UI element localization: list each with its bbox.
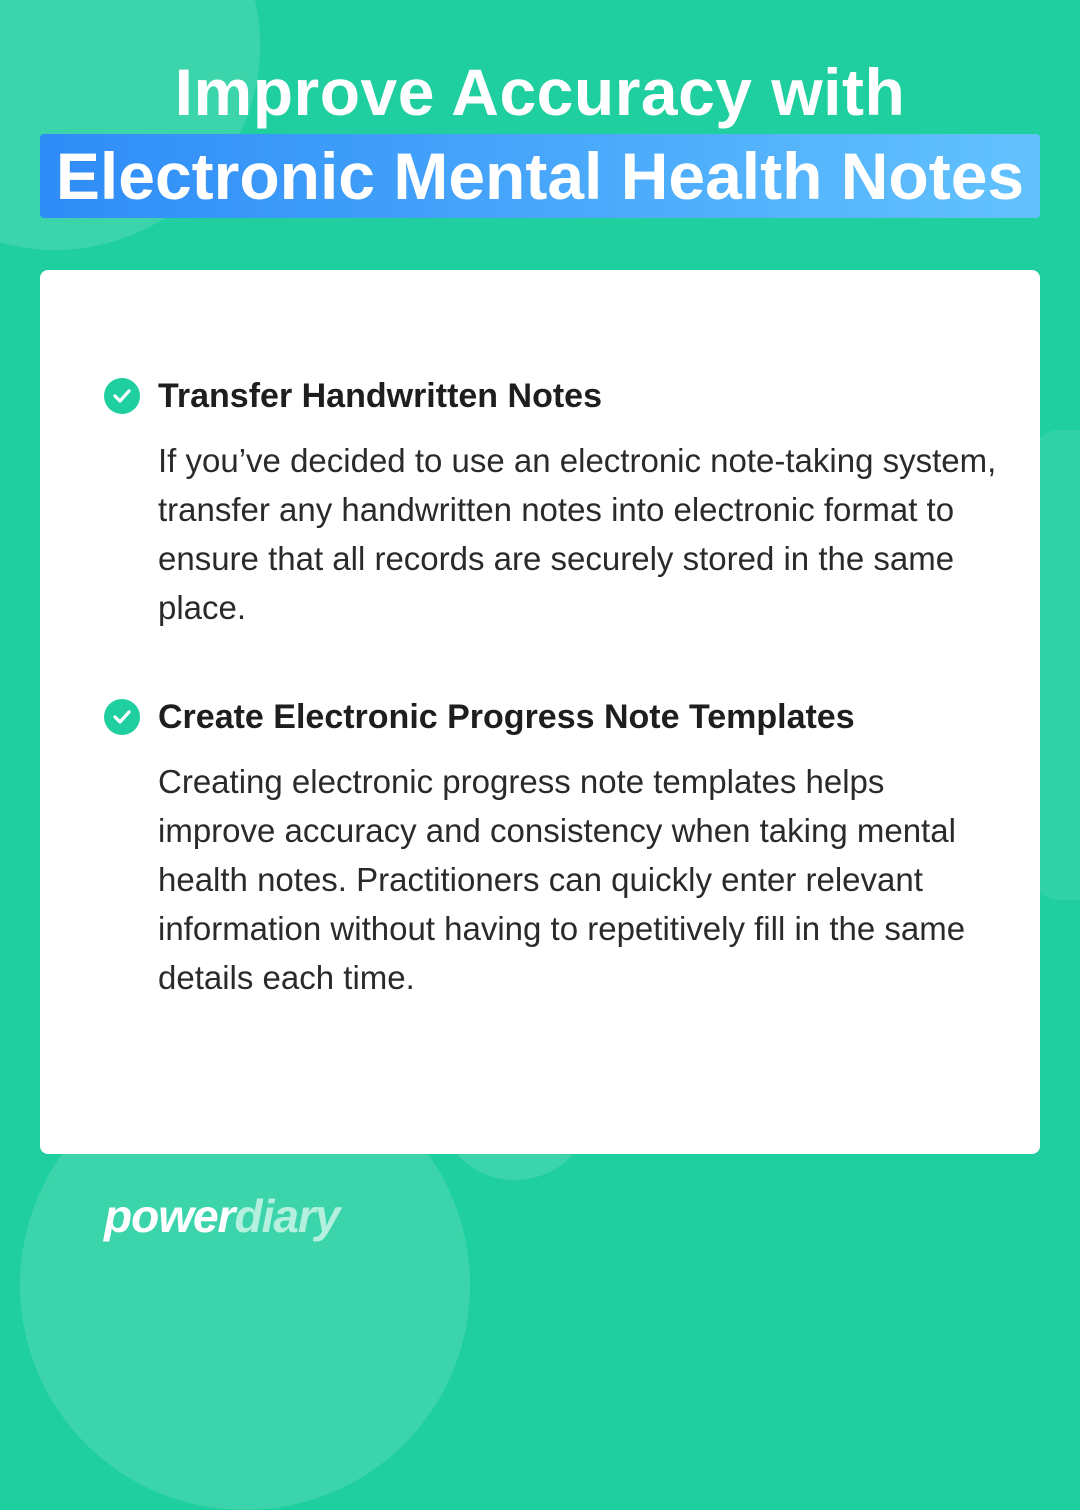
item-body: Creating electronic progress note templates helps improve accuracy and consistency when taking mental health notes. Practitioners can quickly enter relevant information without having to repetitively fill in the same details each time. [158, 763, 966, 996]
page-title-line2: Electronic Mental Health Notes [55, 139, 1025, 213]
check-circle-icon [104, 699, 140, 735]
content-card [40, 270, 1040, 1154]
item-title: Create Electronic Progress Note Templates [158, 698, 855, 736]
item-body: If you’ve decided to use an electronic note-taking system, transfer any handwritten notes into electronic format to ensure that all records are securely stored in the same place. [158, 442, 997, 626]
page-title-line1: Improve Accuracy with [174, 55, 906, 129]
logo-part-power: power [104, 1190, 235, 1242]
logo-part-diary: diary [234, 1190, 340, 1242]
check-circle-icon [104, 378, 140, 414]
powerdiary-logo [104, 1188, 339, 1244]
item-title: Transfer Handwritten Notes [158, 377, 602, 415]
